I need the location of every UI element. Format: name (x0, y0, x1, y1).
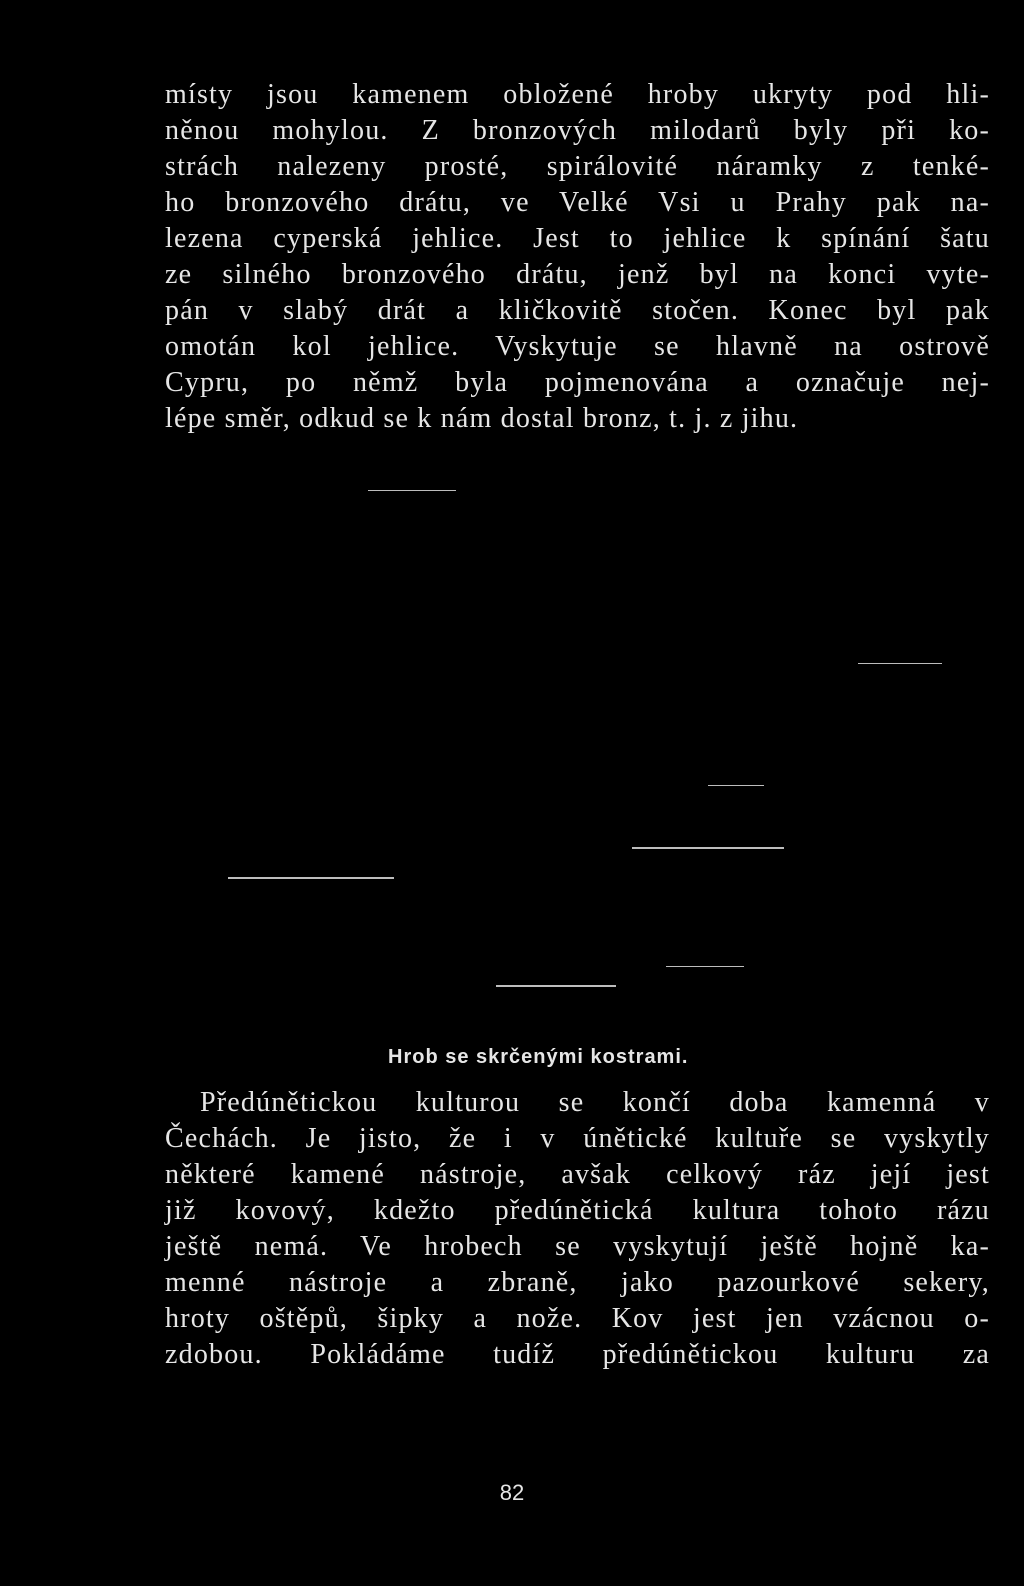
text-line: menné nástroje a zbraně, jako pazourkové sekery, (165, 1267, 990, 1298)
text-line: Čechách. Je jisto, že i v únětické kultuře se vyskytly (165, 1123, 990, 1154)
text-line: místy jsou kamenem obložené hroby ukryty pod hli- (165, 79, 990, 110)
figure-caption: Hrob se skrčenými kostrami. (388, 1046, 689, 1068)
text-line: lezena cyperská jehlice. Jest to jehlice k spínání šatu (165, 223, 990, 254)
text-line: některé kamené nástroje, avšak celkový ráz její jest (165, 1159, 990, 1190)
figure-trace (708, 785, 764, 786)
text-line: Předúnětickou kulturou se končí doba kamenná v (200, 1087, 990, 1118)
figure-trace (666, 966, 744, 967)
figure-trace (496, 985, 616, 987)
text-line: strách nalezeny prosté, spirálovité náramky z tenké- (165, 151, 990, 182)
figure-trace (858, 663, 942, 664)
text-line: omotán kol jehlice. Vyskytuje se hlavně na ostrově (165, 331, 990, 362)
text-line: ze silného bronzového drátu, jenž byl na konci vyte- (165, 259, 990, 290)
text-line: ho bronzového drátu, ve Velké Vsi u Prahy pak na- (165, 187, 990, 218)
text-line: lépe směr, odkud se k nám dostal bronz, t. j. z jihu. (165, 403, 799, 434)
figure-trace (632, 847, 784, 849)
page-number: 82 (499, 1480, 525, 1505)
text-line: již kovový, kdežto předúnětická kultura tohoto rázu (165, 1195, 990, 1226)
text-line: pán v slabý drát a kličkovitě stočen. Konec byl pak (165, 295, 990, 326)
text-line: něnou mohylou. Z bronzových milodarů byly při ko- (165, 115, 990, 146)
text-line: Cypru, po němž byla pojmenována a označuje nej- (165, 367, 990, 398)
text-line: ještě nemá. Ve hrobech se vyskytují ještě hojně ka- (165, 1231, 990, 1262)
text-line: zdobou. Pokládáme tudíž předúnětickou kulturu za (165, 1339, 990, 1370)
figure-trace (228, 877, 394, 879)
text-line: hroty oštěpů, šipky a nože. Kov jest jen vzácnou o- (165, 1303, 990, 1334)
figure-trace (368, 490, 456, 491)
